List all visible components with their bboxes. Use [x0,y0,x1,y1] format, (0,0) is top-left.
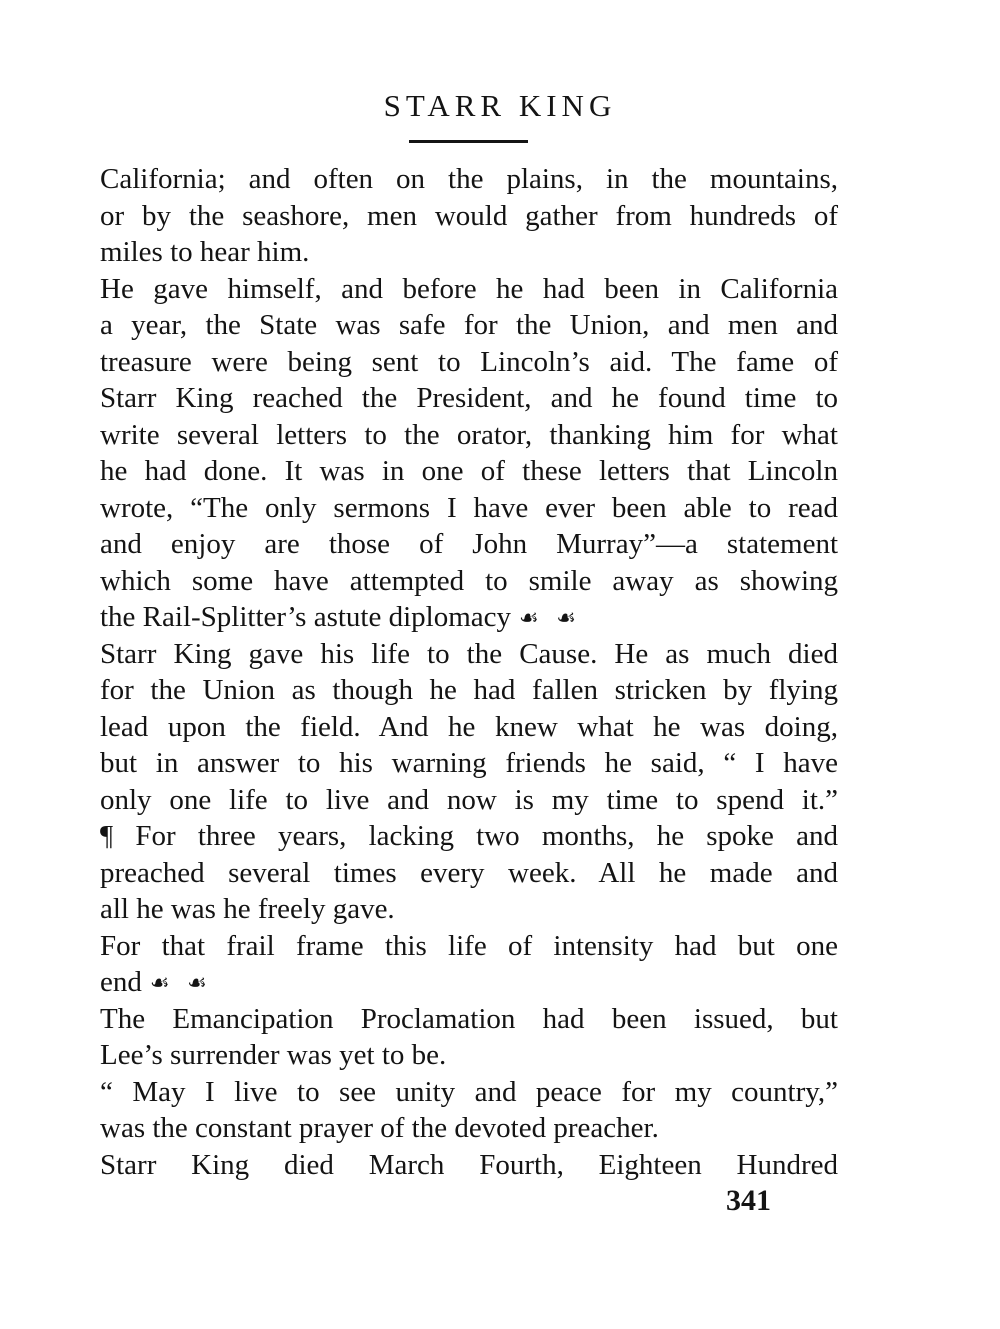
text-line: only one life to live and now is my time to spend it.” [100,783,838,816]
text-line: wrote, “The only sermons I have ever been able to read [100,491,838,524]
running-head: STARR KING [383,88,617,123]
text-line: for the Union as though he had fallen stricken by flying [100,674,838,706]
header-rule [409,140,528,143]
text-line: he had done. It was in one of these letters that Lincoln [100,455,838,487]
text-line: miles to hear him. [100,236,310,268]
text-line: Starr King gave his life to the Cause. He as much died [100,637,838,670]
text-line: preached several times every week. All he made and [100,856,838,889]
text-line: Starr King died March Fourth, Eighteen Hundred [100,1148,838,1181]
text-line: was the constant prayer of the devoted preacher. [100,1112,659,1144]
text-line-with-ornament [100,964,838,1001]
text-line: all he was he freely gave. [100,893,395,925]
text-line: The Emancipation Proclamation had been issued, but [100,1002,838,1035]
text-line: Lee’s surrender was yet to be. [100,1039,447,1071]
text-line: end [100,966,142,998]
text-line: lead upon the field. And he knew what he was doing, [100,710,838,743]
text-line: “ May I live to see unity and peace for my country,” [100,1075,838,1108]
text-line: and enjoy are those of John Murray”—a statement [100,528,838,560]
text-line: California; and often on the plains, in the mountains, [100,163,838,195]
text-line: the Rail-Splitter’s astute diplomacy [100,601,512,633]
text-line: or by the seashore, men would gather from hundreds of [100,199,838,232]
text-line-with-ornament [100,599,838,636]
text-line: a year, the State was safe for the Union, and men and [100,309,838,341]
text-line: but in answer to his warning friends he said, “ I have [100,747,838,779]
fleuron-ornament: ☙ ☙ [519,605,582,630]
text-line: He gave himself, and before he had been in California [100,272,838,305]
text-line: write several letters to the orator, thanking him for what [100,418,838,451]
text-line: treasure were being sent to Lincoln’s aid. The fame of [100,345,838,378]
body-text [100,161,838,1183]
text-line: Starr King reached the President, and he found time to [100,382,838,414]
text-line: which some have attempted to smile away as showing [100,564,838,597]
text-line: For that frail frame this life of intensity had but one [100,929,838,962]
page-number: 341 [726,1184,771,1217]
fleuron-ornament: ☙ ☙ [149,970,213,995]
text-line: ¶ For three years, lacking two months, he spoke and [100,820,838,852]
